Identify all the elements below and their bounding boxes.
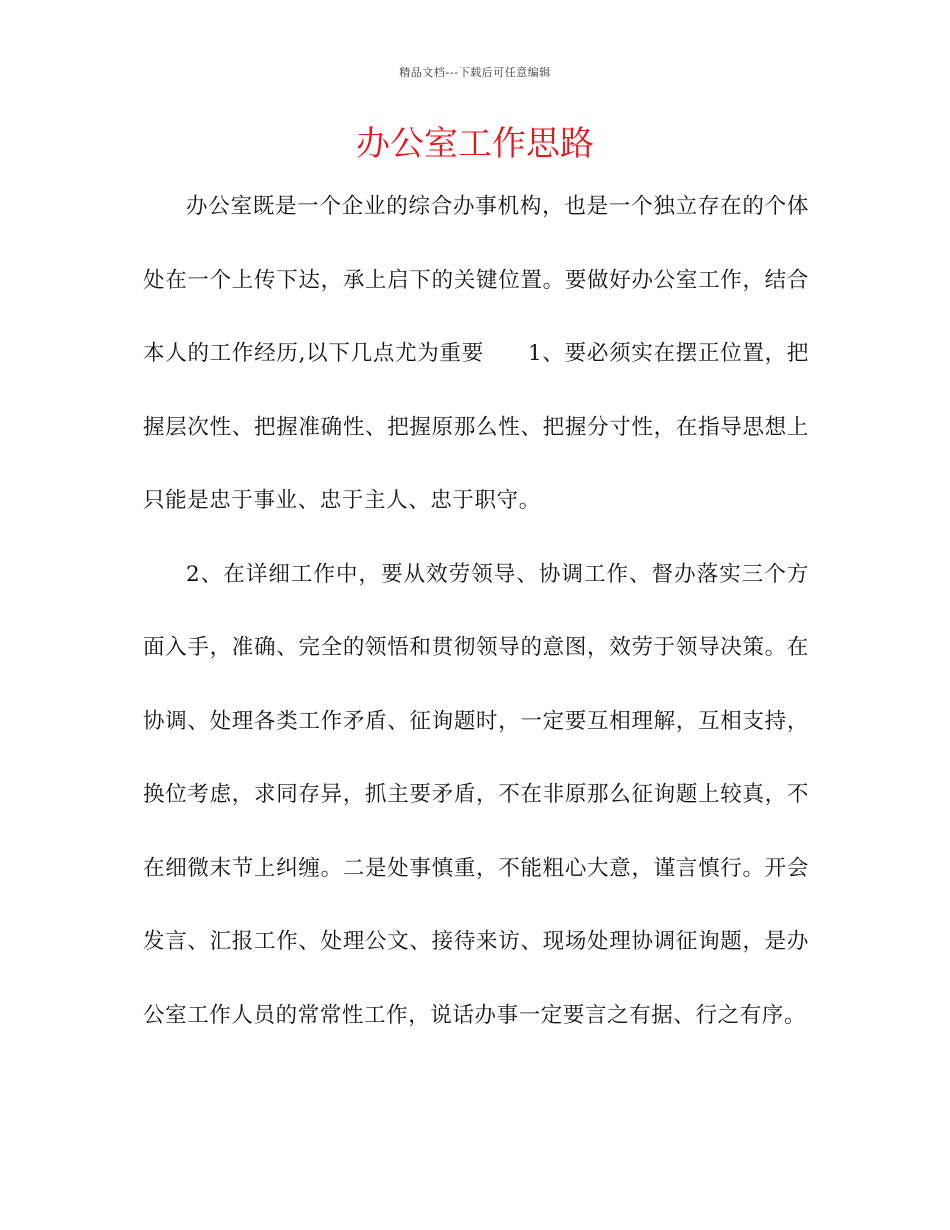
paragraph-1 (143, 170, 809, 538)
paragraph-1-item: 1、要必须实在摆正位置，把握层次性、把握准确性、把握原那么性、把握分寸性，在指导思想上只能是忠于事业、忠于主人、忠于职守。 (143, 341, 809, 513)
paragraph-1-lead: 办公室既是一个企业的综合办事机构，也是一个独立存在的个体处在一个上传下达，承上启下的关键位置。要做好办公室工作，结合本人的工作经历,以下几点尤为重要 (143, 194, 809, 366)
document-body (143, 170, 809, 1052)
paragraph-2: 2、在详细工作中，要从效劳领导、协调工作、督办落实三个方面入手，准确、完全的领悟和贯彻领导的意图，效劳于领导决策。在协调、处理各类工作矛盾、征询题时，一定要互相理解，互相支持，换位考虑，求同存异，抓主要矛盾，不在非原那么征询题上较真，不在细微末节上纠缠。二是处事慎重，不能粗心大意，谨言慎行。开会发言、汇报工作、处理公文、接待来访、现场处理协调征询题，是办公室工作人员的常常性工作，说话办事一定要言之有据、行之有序。 (143, 561, 809, 1028)
document-title: 办公室工作思路 (356, 124, 594, 164)
header-note: 精品文档---下载后可任意编辑 (399, 66, 551, 79)
